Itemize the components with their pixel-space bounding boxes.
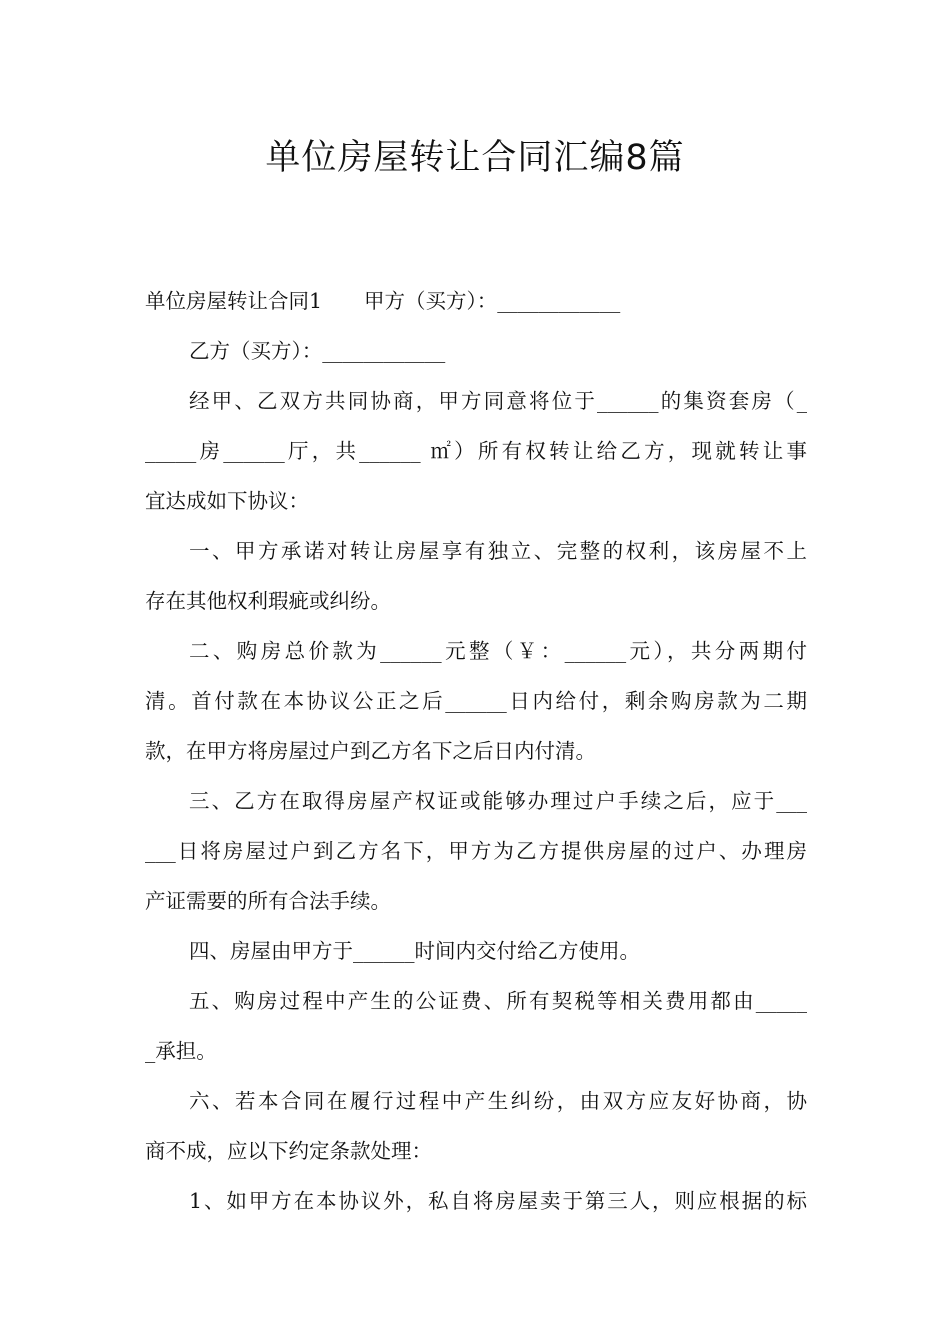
text-line: 一、甲方承诺对转让房屋享有独立、完整的权利，该房屋不上 bbox=[189, 539, 807, 563]
text-line: 经甲、乙双方共同协商，甲方同意将位于______的集资套房（_ bbox=[189, 389, 807, 413]
party-a-field: 甲方（买方）：____________ bbox=[364, 289, 621, 313]
text-line: 款，在甲方将房屋过户到乙方名下之后日内付清。 bbox=[145, 739, 596, 763]
text-line: 清。首付款在本协议公正之后______日内给付，剩余购房款为二期 bbox=[145, 689, 807, 713]
text-line: 产证需要的所有合法手续。 bbox=[145, 889, 391, 913]
text-line: ___日将房屋过户到乙方名下，甲方为乙方提供房屋的过户、办理房 bbox=[145, 839, 807, 863]
document-title: 单位房屋转让合同汇编8篇 bbox=[265, 138, 685, 178]
contract-heading: 单位房屋转让合同1 bbox=[145, 289, 323, 313]
text-line: 三、乙方在取得房屋产权证或能够办理过户手续之后，应于___ bbox=[189, 789, 807, 813]
header-line bbox=[145, 282, 807, 332]
text-line: _____房______厅，共______ ㎡）所有权转让给乙方，现就转让事 bbox=[145, 439, 807, 463]
text-line: 乙方（买方）：____________ bbox=[189, 339, 446, 363]
text-line: 宜达成如下协议： bbox=[145, 489, 309, 513]
text-line: 四、房屋由甲方于______时间内交付给乙方使用。 bbox=[189, 939, 640, 963]
text-line: 1、如甲方在本协议外，私自将房屋卖于第三人，则应根据的标 bbox=[189, 1189, 807, 1213]
text-line: 商不成，应以下约定条款处理： bbox=[145, 1139, 432, 1163]
document-body bbox=[145, 282, 807, 1232]
text-line: 存在其他权利瑕疵或纠纷。 bbox=[145, 589, 391, 613]
text-line: 六、若本合同在履行过程中产生纠纷，由双方应友好协商，协 bbox=[189, 1089, 807, 1113]
text-line: 五、购房过程中产生的公证费、所有契税等相关费用都由_____ bbox=[189, 989, 807, 1013]
text-line: 二、购房总价款为______元整（￥：______元），共分两期付 bbox=[189, 639, 807, 663]
text-line: _承担。 bbox=[145, 1039, 217, 1063]
